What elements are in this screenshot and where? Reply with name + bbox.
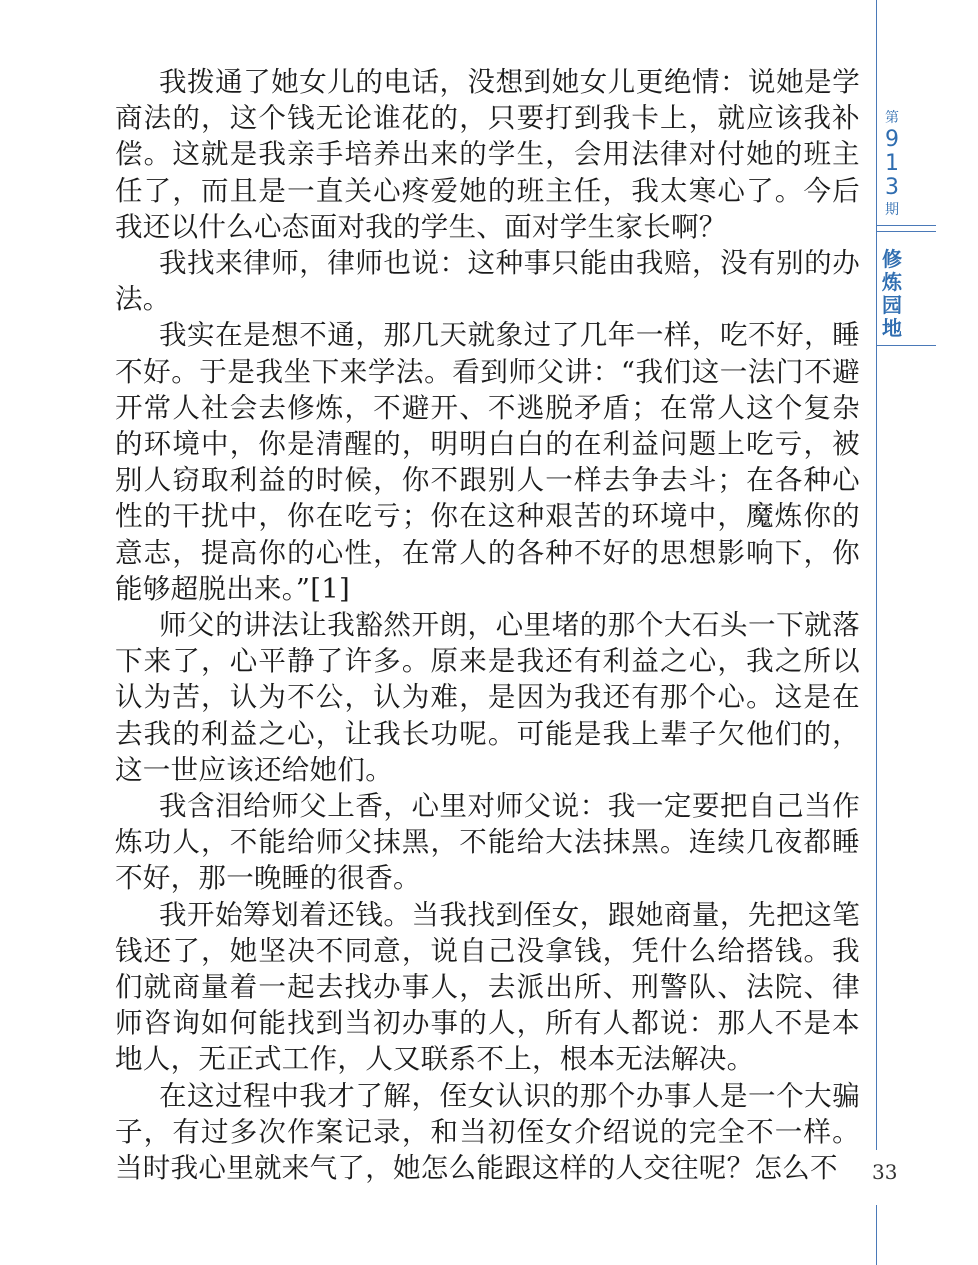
paragraph-6: 我开始筹划着还钱。当我找到侄女，跟她商量，先把这笔钱还了，她坚决不同意，说自己没拿钱，凭什么给搭钱。我们就商量着一起去找办事人，去派出所、刑警队、法院、律师咨询如何能找到当初办事的人，所有人都说：那人不是本地人，无正式工作，人又联系不上，根本无法解决。 (115, 898, 860, 1076)
column-char-3: 园 (882, 293, 902, 317)
paragraph-7: 在这过程中我才了解，侄女认识的那个办事人是一个大骗子，有过多次作案记录，和当初侄女介绍说的完全不一样。当时我心里就来气了，她怎么能跟这样的人交往呢？怎么不 (115, 1079, 860, 1185)
column-title (879, 248, 905, 340)
paragraph-5: 我含泪给师父上香，心里对师父说：我一定要把自己当作炼功人，不能给师父抹黑，不能给大法抹黑。连续几夜都睡不好，那一晚睡的很香。 (115, 790, 860, 895)
issue-suffix: 期 (885, 202, 899, 218)
column-char-4: 地 (882, 316, 902, 340)
sidebar-rule-1 (876, 225, 936, 226)
paragraph-2: 我找来律师，律师也说：这种事只能由我赔，没有别的办法。 (115, 247, 860, 316)
sidebar-divider-top (876, 0, 877, 1150)
issue-label (880, 108, 904, 220)
column-char-1: 修 (882, 247, 902, 271)
paragraph-1: 我拨通了她女儿的电话，没想到她女儿更绝情：说她是学商法的，这个钱无论谁花的，只要打到我卡上，就应该我补偿。这就是我亲手培养出来的学生，会用法律对付她的班主任了，而且是一直关心疼爱她的班主任，我太寒心了。今后我还以什么心态面对我的学生、面对学生家长啊？ (115, 66, 860, 243)
sidebar-rule-3 (876, 345, 936, 346)
issue-digit-1: 9 (885, 127, 899, 152)
issue-digit-2: 1 (885, 151, 899, 176)
issue-digit-3: 3 (885, 175, 899, 200)
article-body (115, 64, 860, 1186)
sidebar-divider-bottom (876, 1205, 877, 1265)
page-number: 33 (872, 1160, 898, 1184)
paragraph-4: 师父的讲法让我豁然开朗，心里堵的那个大石头一下就落下来了，心平静了许多。原来是我还有利益之心，我之所以认为苦，认为不公，认为难，是因为我还有那个心。这是在去我的利益之心，让我长功呢。可能是我上辈子欠他们的，这一世应该还给她们。 (115, 609, 860, 786)
paragraph-3: 我实在是想不通，那几天就象过了几年一样，吃不好，睡不好。于是我坐下来学法。看到师父讲：“我们这一法门不避开常人社会去修炼，不避开、不逃脱矛盾；在常人这个复杂的环境中，你是清醒的，明明白白的在利益问题上吃亏，被别人窃取利益的时候，你不跟别人一样去争去斗；在各种心性的干扰中，你在吃亏；你在这种艰苦的环境中，魔炼你的意志，提高你的心性，在常人的各种不好的思想影响下，你能够超脱出来。”[1] (115, 319, 860, 605)
issue-prefix: 第 (885, 110, 899, 126)
sidebar-rule-2 (876, 231, 936, 232)
column-char-2: 炼 (882, 270, 902, 294)
